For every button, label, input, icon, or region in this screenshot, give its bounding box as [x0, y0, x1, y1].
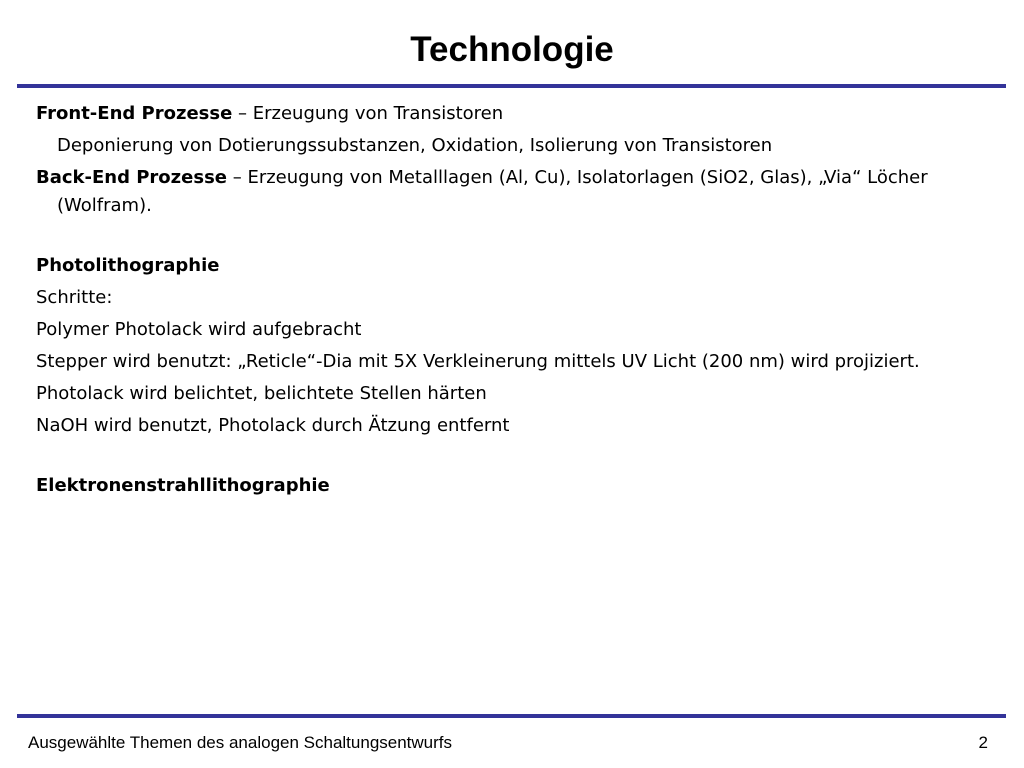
spacer — [36, 444, 986, 472]
slide-body — [36, 100, 986, 504]
bullet-back-end — [36, 164, 986, 220]
bullet-front-end-detail: Deponierung von Dotierungssubstanzen, Oxidation, Isolierung von Transistoren — [57, 135, 773, 156]
bullet-schritte: Schritte: — [36, 287, 113, 308]
bullet-front-end — [36, 100, 986, 128]
footer-divider — [17, 714, 1006, 718]
title-divider — [17, 84, 1006, 88]
bullet-back-end-text: – Erzeugung von Metalllagen (Al, Cu), Isolatorlagen (SiO2, Glas), „Via“ Löcher (Wolfram). — [57, 167, 928, 216]
footer-course-title: Ausgewählte Themen des analogen Schaltungsentwurfs — [28, 733, 453, 752]
bullet-polymer: Polymer Photolack wird aufgebracht — [36, 319, 362, 340]
bullet-naoh: NaOH wird benutzt, Photolack durch Ätzung entfernt — [36, 415, 510, 436]
bullet-back-end-heading: Back-End Prozesse — [36, 167, 227, 188]
heading-photolithographie: Photolithographie — [36, 255, 220, 276]
bullet-stepper: Stepper wird benutzt: „Reticle“-Dia mit 5X Verkleinerung mittels UV Licht (200 nm) wird projiziert. — [36, 351, 920, 372]
bullet-photolack: Photolack wird belichtet, belichtete Stellen härten — [36, 383, 487, 404]
page-number: 2 — [978, 733, 988, 752]
heading-elektronenstrahllithographie: Elektronenstrahllithographie — [36, 475, 330, 496]
spacer — [36, 224, 986, 252]
bullet-front-end-heading: Front-End Prozesse — [36, 103, 233, 124]
slide-title: Technologie — [410, 30, 614, 69]
bullet-front-end-text: – Erzeugung von Transistoren — [232, 103, 504, 124]
